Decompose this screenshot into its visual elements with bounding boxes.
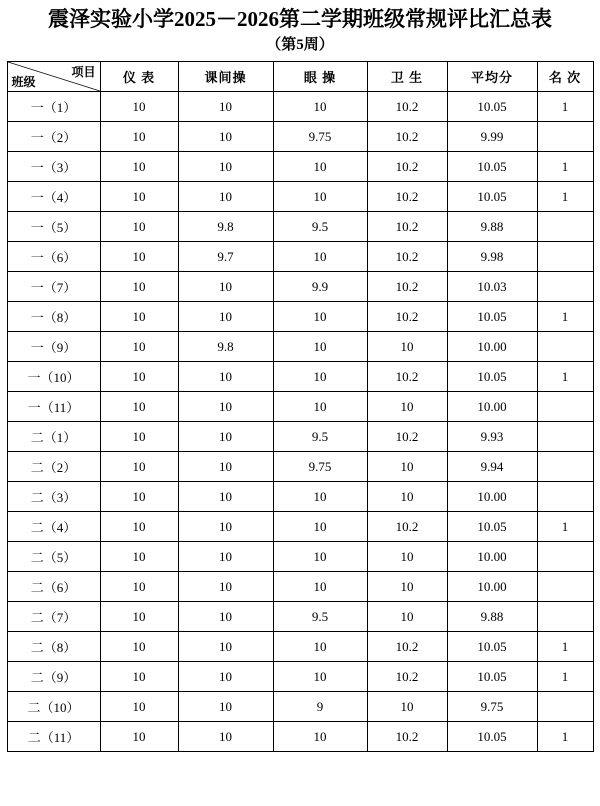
cell-yancao: 10	[273, 722, 367, 752]
cell-average: 9.88	[447, 212, 537, 242]
row-class: 一（8）	[7, 302, 100, 332]
row-class: 一（3）	[7, 152, 100, 182]
cell-kejiancao: 10	[178, 662, 273, 692]
table-row	[7, 272, 593, 302]
cell-kejiancao: 9.8	[178, 212, 273, 242]
row-class: 二（5）	[7, 542, 100, 572]
row-class: 二（8）	[7, 632, 100, 662]
table-row	[7, 302, 593, 332]
cell-weisheng: 10.2	[367, 512, 447, 542]
row-class: 一（10）	[7, 362, 100, 392]
cell-weisheng: 10.2	[367, 302, 447, 332]
table-row	[7, 422, 593, 452]
row-class: 一（7）	[7, 272, 100, 302]
cell-average: 9.93	[447, 422, 537, 452]
cell-rank	[537, 272, 593, 302]
cell-weisheng: 10.2	[367, 92, 447, 122]
table-row	[7, 122, 593, 152]
cell-kejiancao: 10	[178, 512, 273, 542]
cell-yibiao: 10	[100, 272, 178, 302]
cell-yibiao: 10	[100, 302, 178, 332]
cell-yancao: 9.75	[273, 122, 367, 152]
column-header-weisheng: 卫 生	[367, 62, 447, 92]
cell-kejiancao: 10	[178, 572, 273, 602]
cell-average: 9.75	[447, 692, 537, 722]
table-row	[7, 452, 593, 482]
cell-yibiao: 10	[100, 152, 178, 182]
cell-average: 10.05	[447, 92, 537, 122]
page-subtitle: （第5周）	[266, 37, 334, 53]
document-page	[0, 6, 600, 806]
cell-weisheng: 10	[367, 572, 447, 602]
table-row	[7, 362, 593, 392]
cell-kejiancao: 10	[178, 272, 273, 302]
cell-kejiancao: 10	[178, 302, 273, 332]
table-row	[7, 722, 593, 752]
cell-yancao: 10	[273, 662, 367, 692]
cell-weisheng: 10.2	[367, 152, 447, 182]
cell-yancao: 9	[273, 692, 367, 722]
row-class: 一（5）	[7, 212, 100, 242]
cell-average: 10.05	[447, 512, 537, 542]
cell-average: 10.03	[447, 272, 537, 302]
table-row	[7, 392, 593, 422]
cell-average: 10.00	[447, 332, 537, 362]
cell-weisheng: 10.2	[367, 722, 447, 752]
cell-kejiancao: 10	[178, 122, 273, 152]
table-row	[7, 512, 593, 542]
cell-weisheng: 10.2	[367, 182, 447, 212]
column-header-average: 平均分	[447, 62, 537, 92]
cell-yibiao: 10	[100, 452, 178, 482]
cell-rank	[537, 122, 593, 152]
cell-yancao: 9.75	[273, 452, 367, 482]
cell-average: 9.94	[447, 452, 537, 482]
cell-rank: 1	[537, 362, 593, 392]
cell-weisheng: 10.2	[367, 272, 447, 302]
cell-kejiancao: 10	[178, 182, 273, 212]
cell-yancao: 10	[273, 302, 367, 332]
cell-yancao: 9.5	[273, 422, 367, 452]
cell-yancao: 10	[273, 542, 367, 572]
cell-yancao: 10	[273, 512, 367, 542]
table-row	[7, 92, 593, 122]
row-class: 一（2）	[7, 122, 100, 152]
cell-yancao: 10	[273, 362, 367, 392]
cell-rank: 1	[537, 632, 593, 662]
cell-average: 10.05	[447, 632, 537, 662]
cell-kejiancao: 10	[178, 482, 273, 512]
cell-kejiancao: 10	[178, 602, 273, 632]
table-row	[7, 662, 593, 692]
table-row	[7, 602, 593, 632]
cell-yibiao: 10	[100, 662, 178, 692]
table-row	[7, 572, 593, 602]
row-class: 一（1）	[7, 92, 100, 122]
cell-kejiancao: 10	[178, 362, 273, 392]
cell-rank	[537, 242, 593, 272]
cell-yancao: 10	[273, 92, 367, 122]
table-corner-header	[7, 62, 100, 92]
cell-average: 10.05	[447, 362, 537, 392]
cell-rank	[537, 392, 593, 422]
cell-yancao: 10	[273, 152, 367, 182]
cell-weisheng: 10	[367, 332, 447, 362]
cell-weisheng: 10	[367, 542, 447, 572]
cell-rank	[537, 602, 593, 632]
cell-rank: 1	[537, 512, 593, 542]
row-class: 一（6）	[7, 242, 100, 272]
cell-weisheng: 10	[367, 392, 447, 422]
page-title: 震泽实验小学2025－2026第二学期班级常规评比汇总表	[48, 7, 552, 31]
row-class: 二（10）	[7, 692, 100, 722]
row-class: 一（11）	[7, 392, 100, 422]
cell-yancao: 9.5	[273, 602, 367, 632]
row-class: 二（11）	[7, 722, 100, 752]
cell-weisheng: 10	[367, 452, 447, 482]
cell-yibiao: 10	[100, 542, 178, 572]
table-row	[7, 692, 593, 722]
row-class: 二（9）	[7, 662, 100, 692]
cell-yancao: 10	[273, 332, 367, 362]
cell-rank	[537, 212, 593, 242]
table-row	[7, 212, 593, 242]
cell-kejiancao: 9.7	[178, 242, 273, 272]
cell-rank	[537, 542, 593, 572]
cell-average: 9.98	[447, 242, 537, 272]
cell-kejiancao: 9.8	[178, 332, 273, 362]
cell-kejiancao: 10	[178, 542, 273, 572]
cell-weisheng: 10.2	[367, 632, 447, 662]
cell-weisheng: 10	[367, 602, 447, 632]
table-row	[7, 482, 593, 512]
table-header-row	[7, 62, 593, 92]
cell-average: 10.00	[447, 542, 537, 572]
cell-weisheng: 10.2	[367, 422, 447, 452]
table-row	[7, 182, 593, 212]
cell-kejiancao: 10	[178, 92, 273, 122]
cell-kejiancao: 10	[178, 152, 273, 182]
column-header-kejiancao: 课间操	[178, 62, 273, 92]
cell-yancao: 10	[273, 182, 367, 212]
cell-kejiancao: 10	[178, 422, 273, 452]
cell-average: 10.00	[447, 482, 537, 512]
cell-yancao: 10	[273, 392, 367, 422]
cell-kejiancao: 10	[178, 632, 273, 662]
cell-yibiao: 10	[100, 122, 178, 152]
cell-yibiao: 10	[100, 182, 178, 212]
cell-average: 10.00	[447, 392, 537, 422]
row-class: 二（1）	[7, 422, 100, 452]
cell-yancao: 10	[273, 572, 367, 602]
cell-rank: 1	[537, 722, 593, 752]
cell-weisheng: 10.2	[367, 122, 447, 152]
table-row	[7, 152, 593, 182]
cell-yibiao: 10	[100, 242, 178, 272]
cell-yibiao: 10	[100, 362, 178, 392]
cell-yibiao: 10	[100, 422, 178, 452]
column-header-yancao: 眼 操	[273, 62, 367, 92]
cell-weisheng: 10.2	[367, 212, 447, 242]
cell-yibiao: 10	[100, 482, 178, 512]
cell-average: 10.05	[447, 662, 537, 692]
cell-weisheng: 10.2	[367, 362, 447, 392]
cell-yancao: 10	[273, 632, 367, 662]
cell-average: 9.88	[447, 602, 537, 632]
cell-average: 10.05	[447, 152, 537, 182]
cell-yibiao: 10	[100, 602, 178, 632]
cell-yibiao: 10	[100, 212, 178, 242]
cell-average: 9.99	[447, 122, 537, 152]
row-class: 二（3）	[7, 482, 100, 512]
cell-rank	[537, 482, 593, 512]
cell-average: 10.05	[447, 722, 537, 752]
row-class: 一（9）	[7, 332, 100, 362]
cell-rank: 1	[537, 302, 593, 332]
cell-kejiancao: 10	[178, 692, 273, 722]
table-row	[7, 542, 593, 572]
table-row	[7, 332, 593, 362]
cell-weisheng: 10.2	[367, 242, 447, 272]
cell-weisheng: 10.2	[367, 662, 447, 692]
cell-rank: 1	[537, 152, 593, 182]
cell-yibiao: 10	[100, 92, 178, 122]
cell-yibiao: 10	[100, 632, 178, 662]
cell-yibiao: 10	[100, 572, 178, 602]
table-body	[7, 92, 593, 752]
cell-yancao: 10	[273, 242, 367, 272]
cell-kejiancao: 10	[178, 722, 273, 752]
cell-average: 10.05	[447, 182, 537, 212]
row-class: 二（6）	[7, 572, 100, 602]
cell-rank: 1	[537, 662, 593, 692]
row-class: 一（4）	[7, 182, 100, 212]
cell-average: 10.05	[447, 302, 537, 332]
column-header-rank: 名 次	[537, 62, 593, 92]
cell-yibiao: 10	[100, 692, 178, 722]
evaluation-table	[7, 61, 594, 752]
cell-kejiancao: 10	[178, 452, 273, 482]
cell-weisheng: 10	[367, 482, 447, 512]
row-class: 二（4）	[7, 512, 100, 542]
cell-yibiao: 10	[100, 512, 178, 542]
cell-yancao: 9.5	[273, 212, 367, 242]
cell-rank: 1	[537, 182, 593, 212]
cell-rank	[537, 332, 593, 362]
row-class: 二（2）	[7, 452, 100, 482]
table-row	[7, 242, 593, 272]
cell-yancao: 9.9	[273, 272, 367, 302]
corner-class-label: 班级	[11, 75, 36, 89]
cell-rank	[537, 692, 593, 722]
cell-yibiao: 10	[100, 722, 178, 752]
cell-rank: 1	[537, 92, 593, 122]
cell-average: 10.00	[447, 572, 537, 602]
corner-project-label: 项目	[71, 65, 96, 79]
table-row	[7, 632, 593, 662]
cell-rank	[537, 452, 593, 482]
cell-yancao: 10	[273, 482, 367, 512]
cell-yibiao: 10	[100, 332, 178, 362]
column-header-yibiao: 仪 表	[100, 62, 178, 92]
cell-kejiancao: 10	[178, 392, 273, 422]
cell-yibiao: 10	[100, 392, 178, 422]
cell-rank	[537, 422, 593, 452]
cell-rank	[537, 572, 593, 602]
cell-weisheng: 10	[367, 692, 447, 722]
row-class: 二（7）	[7, 602, 100, 632]
